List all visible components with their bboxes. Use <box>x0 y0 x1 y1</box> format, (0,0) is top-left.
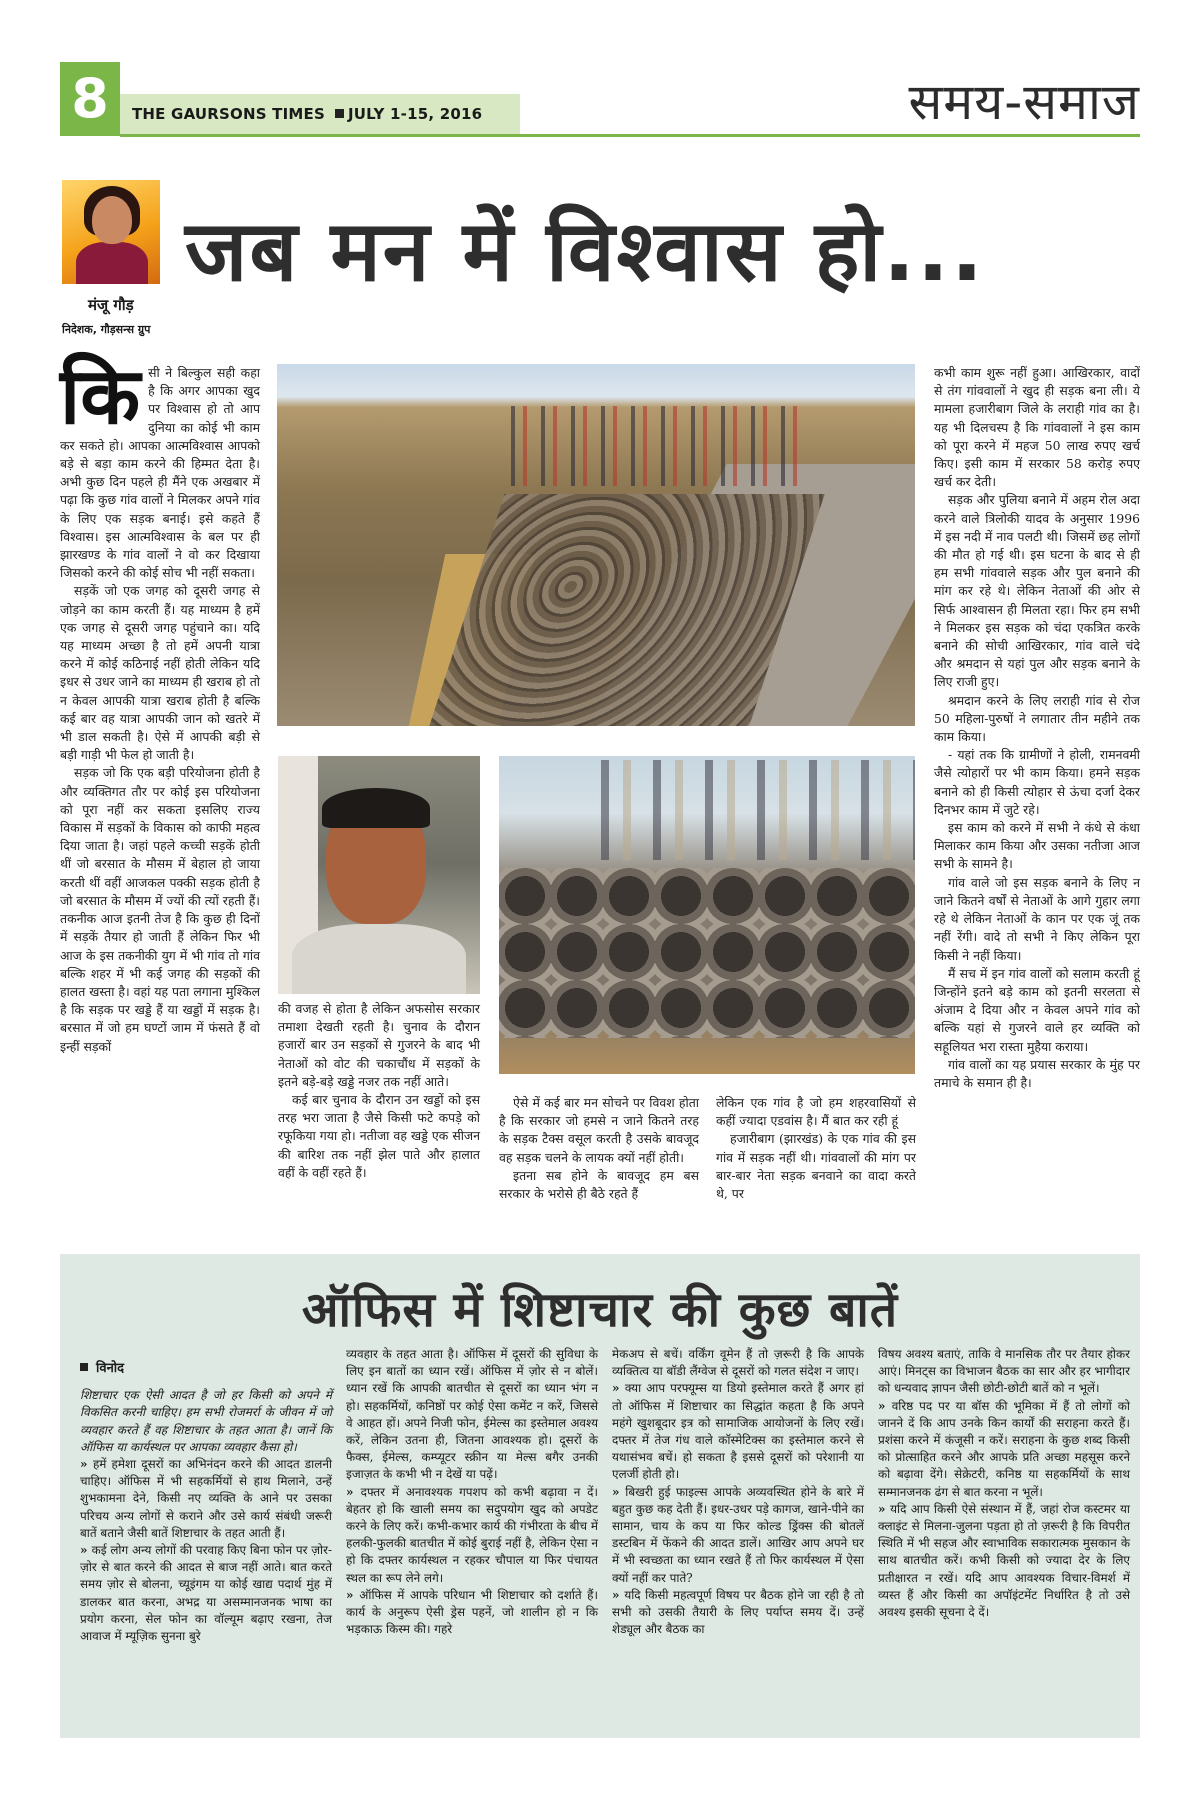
feature-paragraph: » यदि किसी महत्वपूर्ण विषय पर बैठक होने जा रही है तो सभी को उसकी तैयारी के लिए पर्याप्त समय दें। उन्हें शेड्यूल और बैठक का <box>612 1587 864 1637</box>
author-title: निदेशक, गौड़सन्स ग्रुप <box>62 323 151 336</box>
feature-intro: शिष्टाचार एक ऐसी आदत है जो हर किसी को अपने में विकसित करनी चाहिए। हम सभी रोजमर्रा के जीवन में जो व्यवहार करते हैं वह शिष्टाचार के तहत आता है। जानें कि ऑफिस या कार्यस्थल पर आपका व्यवहार कैसा हो। <box>80 1388 332 1454</box>
article-paragraph: श्रमदान करने के लिए लराही गांव से रोज 50 महिला-पुरुषों ने लगातार तीन महीने तक काम किया। <box>934 692 1140 745</box>
article-column-1 <box>60 352 260 1056</box>
feature-paragraph: » बिखरी हुई फाइल्स आपके अव्यवस्थित होने के बारे में बहुत कुछ कह देती हैं। इधर-उधर पड़े कागज, खाने-पीने का सामान, चाय के कप या फिर कोल्ड ड्रिंक्स की बोतलें डस्टबिन में फेंकने की आदत डालें। आखिर आप अपने घर में भी स्वच्छता का ध्यान रखते हैं तो फिर कार्यस्थल में ऐसा क्यों नहीं कर पाते? <box>612 1484 864 1585</box>
bullet-icon: » <box>80 1543 92 1558</box>
feature-paragraph: व्यवहार के तहत आता है। ऑफिस में दूसरों की सुविधा के लिए इन बातों का ध्यान रखें। ऑफिस में ज़ोर से न बोलें। ध्यान रखें कि आपकी बातचीत से दूसरों का ध्यान भंग न हो। सहकर्मियों, कनिष्ठों पर कोई ऐसा कमेंट न करें, जिससे वे आहत हों। अपने निजी फोन, ईमेल्स का इस्तेमाल अवश्य करें, लेकिन उतना ही, जितना आवश्यक हो। दूसरों के फैक्स, ईमेल्स, कम्प्यूटर स्क्रीन या मेल्स बगैर उनकी इजाज़त के कभी भी न देखें या पढ़ें। <box>346 1347 598 1482</box>
masthead <box>120 94 520 134</box>
etiquette-feature-box <box>60 1254 1140 1738</box>
issue-date: JULY 1-15, 2016 <box>347 105 483 123</box>
byline-square-icon <box>80 1363 88 1371</box>
article-paragraph: की वजह से होता है लेकिन अफसोस सरकार तमाशा देखती रहती है। चुनाव के दौरान हजारों बार उन सड़कों से गुजरने के बाद भी नेताओं को वोट की चकाचौंध में सड़कों के इतने बड़े-बड़े खड्डे नजर तक नहीं आते। <box>278 1001 480 1089</box>
bullet-icon: » <box>612 1381 625 1396</box>
author-name: मंजू गौड़ <box>88 296 134 314</box>
separator-square-icon <box>335 109 344 118</box>
article-paragraph: मैं सच में इन गांव वालों को सलाम करती हूं जिन्होंने इतने बड़े काम को इतनी सरलता से अंजाम दे दिया और न केवल अपने गांव को बल्कि यहां से गुजरने वाले हर व्यक्ति को सहूलियत भरा रास्ता मुहैया कराया। <box>934 965 1140 1054</box>
article-paragraph: सड़क जो कि एक बड़ी परियोजना होती है और व्यक्तिगत तौर पर कोई इस परियोजना को पूरा नहीं कर सकता इसलिए राज्य विकास में सड़कों के विकास को काफी महत्व दिया जाता है। जहां पहले कच्ची सड़कें होती थीं जो बरसात के मौसम में बेहाल हो जाया करती थीं वहीं आजकल पक्की सड़क होती है जो बरसात के मौसम में ज्यों की त्यों रहती हैं। तकनीक आज इतनी तेज है कि कुछ ही दिनों में सड़कें तैयार हो जाती हैं लेकिन फिर भी आज के इस तकनीकी युग में भी गांव तो गांव बल्कि शहर में भी कई जगह की सड़कों की हालत खस्ता है। वहां यह पता लगाना मुश्किल है कि सड़क पर खड्डे हैं या खड्डों में सड़क है। बरसात में जो हम घण्टों जाम में फंसते हैं वो इन्हीं सड़कों <box>60 765 260 1054</box>
article-column-4 <box>716 1094 916 1203</box>
article-paragraph: ऐसे में कई बार मन सोचने पर विवश होता है कि सरकार जो हमसे न जाने कितने तरह के सड़क टैक्स वसूल करती है उसके बावजूद वह सड़क चलने के लायक क्यों नहीं होती। <box>499 1095 699 1165</box>
article-column-2 <box>278 1000 480 1182</box>
feature-column-2 <box>346 1346 598 1638</box>
road-construction-photo <box>277 364 915 726</box>
header-rule <box>120 134 1140 137</box>
feature-paragraph: » ऑफिस में आपके परिधान भी शिष्टाचार को दर्शाते हैं। कार्य के अनुरूप ऐसी ड्रेस पहनें, जो शालीन हो न कि भड़काऊ किस्म की। गहरे <box>346 1587 598 1637</box>
page-number: 8 <box>60 62 120 136</box>
feature-paragraph: विषय अवश्य बताएं, ताकि वे मानसिक तौर पर तैयार होकर आएं। मिनट्स का विभाजन बैठक का सार और हर भागीदार को धन्यवाद ज्ञापन जैसी छोटी-छोटी बातें को न भूलें। <box>878 1347 1130 1396</box>
article-paragraph: हजारीबाग (झारखंड) के एक गांव की इस गांव में सड़क नहीं थी। गांववालों की मांग पर बार-बार नेता सड़क बनवाने का वादा करते थे, पर <box>716 1131 916 1202</box>
feature-column-3 <box>612 1346 864 1638</box>
section-title: समय-समाज <box>908 73 1140 131</box>
article-paragraph: कई बार चुनाव के दौरान उन खड्डों को इस तरह भरा जाता है जैसे किसी फटे कपड़े को रफूकिया गया हो। नतीजा वह खड्डे एक सीजन की बारिश तक नहीं झेल पाते और हालात वहीं के वहीं रहते हैं। <box>278 1092 480 1180</box>
feature-column-1 <box>80 1360 332 1645</box>
article-paragraph: गांव वालों का यह प्रयास सरकार के मुंह पर तमाचे के समान ही है। <box>934 1056 1140 1090</box>
bullet-icon: » <box>612 1484 626 1499</box>
article-paragraph: सड़कें जो एक जगह को दूसरी जगह से जोड़ने का काम करती हैं। यह माध्यम है हमें एक जगह से दूसरी जगह पहुंचाने का। यदि यह माध्यम अच्छा है तो हमें अपनी यात्रा करने में कोई कठिनाई नहीं होती लेकिन यदि इधर से उधर जाने का माध्यम ही खराब हो तो न केवल आपकी यात्रा खराब होती है बल्कि कई बार वह यात्रा आपकी जान को खतरे में भी डाल सकती है। ऐसे में आपकी बड़ी से बड़ी गाड़ी भी फेल हो जाती है। <box>60 583 260 763</box>
publication-name: THE GAURSONS TIMES <box>132 105 325 123</box>
bullet-icon: » <box>80 1457 93 1472</box>
author-photo <box>62 180 160 284</box>
byline-name: विनोद <box>96 1361 125 1376</box>
article-paragraph: सड़क और पुलिया बनाने में अहम रोल अदा करने वाले त्रिलोकी यादव के अनुसार 1996 में इस नदी में नाव पलटी थी। जिसमें छह लोगों की मौत हो गई थी। इस घटना के बाद से ही हम सभी गांववाले सड़क और पुल बनाने की मांग कर रहे थे। लेकिन नेताओं की ओर से सिर्फ आश्वासन ही मिलता रहा। फिर हम सभी ने मिलकर इस सड़क को चंदा एकत्रित करके बनाने की सोची आखिरकार, गांव वाले चंदे और श्रमदान से यहां पुल और सड़क बनाने के लिए राजी हुए। <box>934 492 1140 690</box>
feature-paragraph: » वरिष्ठ पद पर या बॉस की भूमिका में हैं तो लोगों को जानने दें कि आप उनके किन कार्यों की सराहना करते हैं। प्रशंसा करने में कंजूसी न करें। सराहना के कुछ शब्द किसी को प्रोत्साहित करने और आपके प्रति अच्छा महसूस करने को बढ़ावा देंगे। सेक्रेटरी, कनिष्ठ या सहकर्मियों के साथ सम्मानजनक ढंग से बात करना न भूलें। <box>878 1398 1130 1499</box>
article-paragraph: सी ने बिल्कुल सही कहा है कि अगर आपका खुद पर विश्वास हो तो आप दुनिया का कोई भी काम कर सकते हो। आपका आत्मविश्वास आपको बड़े से बड़ा काम करने की हिम्मत देता है। अभी कुछ दिन पहले ही मैंने एक अखबार में पढ़ा कि कुछ गांव वालों ने मिलकर अपने गांव के लिए एक सड़क बनाई। इसे कहते हैं विश्वास। इस आत्मविश्वास के बल पर ही झारखण्ड के गांव वालों ने वो कर दिखाया जिसको करने की कोई सोच भी नहीं सकता। <box>60 365 260 581</box>
article-paragraph: कभी काम शुरू नहीं हुआ। आखिरकार, वादों से तंग गांववालों ने खुद ही सड़क बना ली। ये मामला हजारीबाग जिले के लराही गांव का है। यह भी दिलचस्प है कि गांववालों ने इस काम को पूरा करने में महज 50 लाख रुपए खर्च किए। इसी काम में सरकार 58 करोड़ रुपए खर्च कर देती। <box>934 365 1140 490</box>
article-headline: जब मन में विश्वास हो... <box>185 202 985 300</box>
bullet-icon: » <box>346 1587 360 1602</box>
villager-portrait-photo <box>278 756 480 994</box>
dropcap: कि <box>60 352 141 442</box>
article-paragraph: - यहां तक कि ग्रामीणों ने होली, रामनवमी जैसे त्योहारों पर भी काम किया। हमने सड़क बनाने को ही किसी त्योहार से ऊंचा दर्जा देकर दिनभर काम में जुटे रहे। <box>934 747 1140 817</box>
bullet-icon: » <box>346 1484 361 1499</box>
bullet-icon: » <box>878 1398 892 1413</box>
feature-paragraph: » क्या आप परफ्यूम्स या डियो इस्तेमाल करते हैं अगर हां तो ऑफिस में शिष्टाचार का सिद्धांत कहता है कि अपने महंगे खुशबूदार इत्र को सामाजिक आयोजनों के लिए रखें। दफ्तर में तेज गंध वाले कॉस्मेटिक्स का इस्तेमाल करने से यथासंभव बचें। हो सकता है इससे दूसरों को परेशानी या एलर्जी होती हो। <box>612 1381 864 1482</box>
feature-column-4 <box>878 1346 1130 1621</box>
bullet-icon: » <box>612 1587 625 1602</box>
culvert-pipes-photo <box>499 756 915 1074</box>
article-column-5 <box>934 364 1140 1092</box>
article-paragraph: इस काम को करने में सभी ने कंधे से कंधा मिलाकर काम किया और उसका नतीजा आज सभी के सामने है। <box>934 820 1140 872</box>
feature-paragraph: » यदि आप किसी ऐसे संस्थान में हैं, जहां रोज कस्टमर या क्लाइंट से मिलना-जुलना पड़ता हो तो ज़रूरी है कि विपरीत स्थिति में भी सहज और स्वाभाविक सकारात्मक मुसकान के साथ बातचीत करें। कभी किसी को ज्यादा देर के लिए प्रतीक्षारत न रखें। यदि आप आवश्यक विचार-विमर्श में व्यस्त हैं और किसी का अपॉइंटमेंट निर्धारित है तो उसे अवश्य इसकी सूचना दे दें। <box>878 1501 1130 1620</box>
article-column-3 <box>499 1094 699 1203</box>
feature-paragraph: » हमें हमेशा दूसरों का अभिनंदन करने की आदत डालनी चाहिए। ऑफिस में भी सहकर्मियों से हाथ मिलाने, उन्हें शुभकामना देने, किसी नए व्यक्ति के आने पर उसका परिचय अन्य लोगों से कराने और उसे कार्य संबंधी जरूरी बातें बताने जैसी बातें शिष्टाचार के तहत आती हैं। <box>80 1457 332 1540</box>
article-paragraph: इतना सब होने के बावजूद हम बस सरकार के भरोसे ही बैठे रहते हैं <box>499 1167 699 1202</box>
article-paragraph: लेकिन एक गांव है जो हम शहरवासियों से कहीं ज्यादा एडवांस है। मैं बात कर रही हूं <box>716 1095 916 1129</box>
feature-paragraph: » कई लोग अन्य लोगों की परवाह किए बिना फोन पर ज़ोर-ज़ोर से बात करने की आदत से बाज नहीं आते। बात करते समय ज़ोर से बोलना, च्यूइंगम या कोई खाद्य पदार्थ मुंह में डालकर बात करना, अभद्र या असम्मानजनक भाषा का प्रयोग करना, सेल फोन का वॉल्यूम बढ़ाए रखना, तेज आवाज में म्यूज़िक सुनना बुरे <box>80 1543 333 1644</box>
feature-paragraph: » दफ्तर में अनावश्यक गपशप को कभी बढ़ावा न दें। बेहतर हो कि खाली समय का सदुपयोग खुद को अपडेट करने के लिए करें। कभी-कभार कार्य की गंभीरता के बीच में हलकी-फुलकी बातचीत में कोई बुराई नहीं है, लेकिन ऐसा न हो कि दफ्तर कार्यस्थल न रहकर चौपाल या फिर पंचायत स्थल का रूप लेने लगे। <box>346 1484 598 1585</box>
bullet-icon: » <box>878 1501 891 1516</box>
feature-byline <box>80 1360 332 1377</box>
feature-paragraph: मेकअप से बचें। वर्किंग वूमेन हैं तो ज़रूरी है कि आपके व्यक्तित्व या बॉडी लैंग्वेज से दूसरों को गलत संदेश न जाए। <box>612 1347 864 1379</box>
feature-title: ऑफिस में शिष्टाचार की कुछ बातें <box>301 1282 899 1338</box>
article-paragraph: गांव वाले जो इस सड़क बनाने के लिए न जाने कितने वर्षों से नेताओं के आगे गुहार लगा रहे थे लेकिन नेताओं के कान पर एक जूं तक नहीं रेंगी। वादे तो सभी ने किए लेकिन पूरा किसी ने नहीं किया। <box>934 874 1140 963</box>
